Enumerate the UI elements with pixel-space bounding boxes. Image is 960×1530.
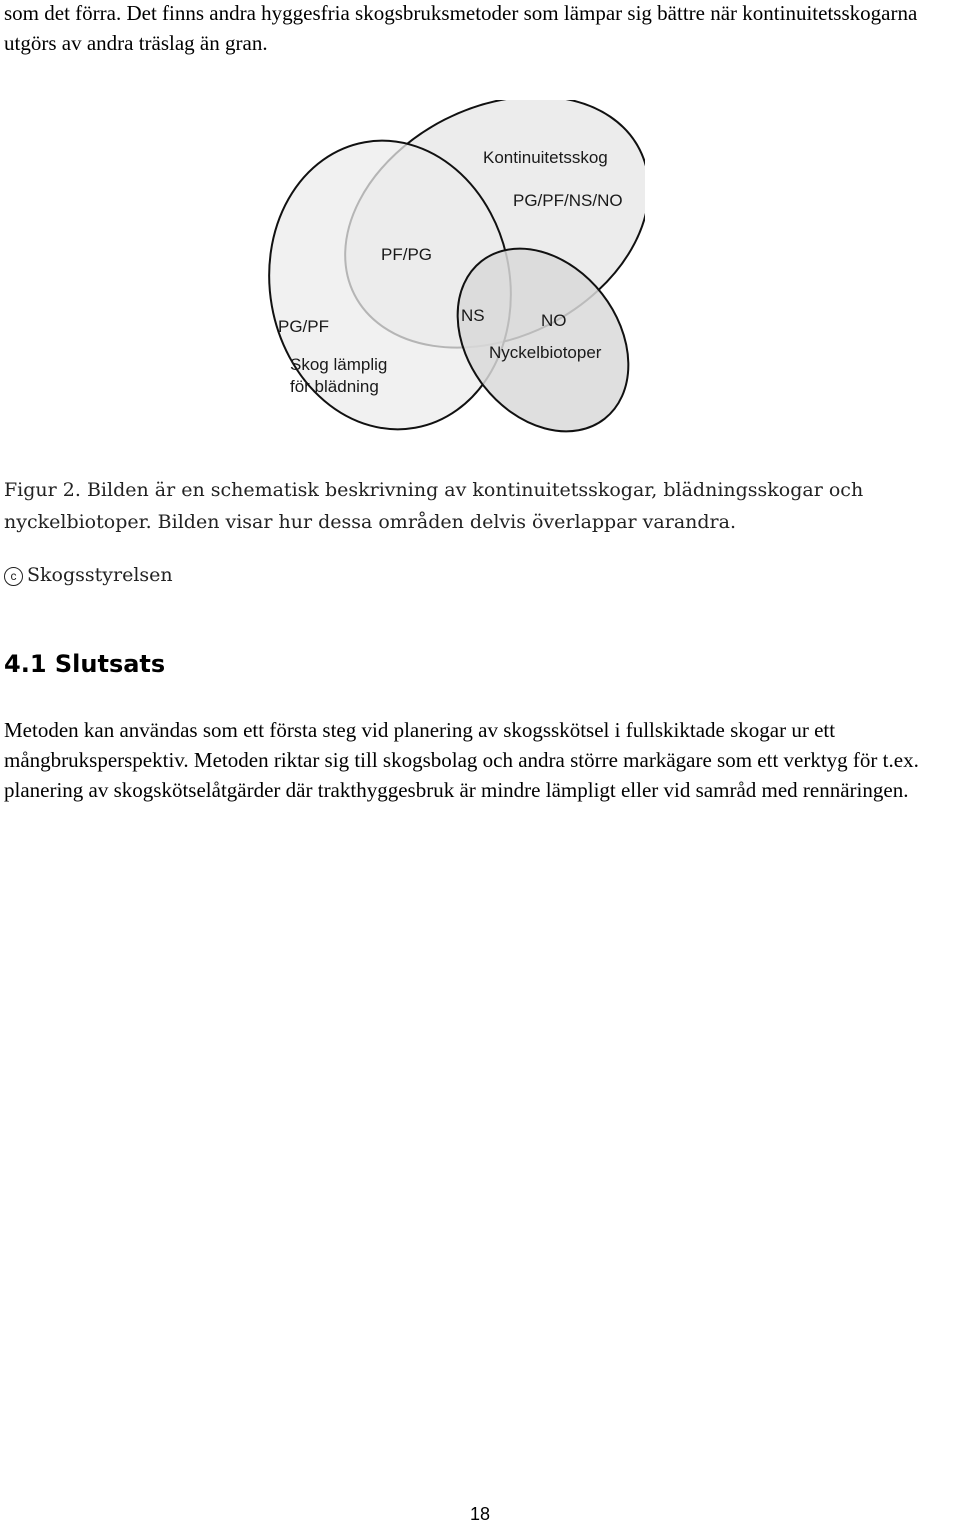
conclusion-paragraph: Metoden kan användas som ett första steg vid planering av skogsskötsel i fullskiktade skogar ur ett mångbruksperspektiv. Metoden riktar sig till skogsbolag och andra större markägare som ett verktyg för t.ex. planering av skogskötselåtgärder där trakthyggesbruk är mindre lämpligt eller vid samråd med rennäringen. (4, 718, 919, 802)
copyright-line (4, 564, 173, 586)
page-number: 18 (469, 1504, 491, 1524)
copyright-holder: Skogsstyrelsen (27, 564, 173, 586)
venn-diagram (255, 100, 645, 440)
label-nyckelbiotoper: Nyckelbiotoper (489, 343, 602, 362)
label-ns: NS (461, 306, 485, 325)
section-heading: 4.1 Slutsats (4, 650, 166, 678)
label-pg-pf-ns-no: PG/PF/NS/NO (513, 191, 623, 210)
label-pg-pf: PG/PF (278, 317, 330, 336)
label-skog-lamplig: Skog lämplig (290, 355, 388, 374)
copyright-icon: c (4, 567, 23, 586)
label-pf-pg: PF/PG (381, 245, 433, 264)
label-no: NO (541, 311, 567, 330)
label-for-bladning: för blädning (290, 377, 379, 396)
venn-diagram-figure (255, 100, 645, 440)
figure-caption: Figur 2. Bilden är en schematisk beskrivning av kontinuitetsskogar, blädningsskogar och nyckelbiotoper. Bilden visar hur dessa områden delvis överlappar varandra. (4, 479, 864, 533)
label-kontinuitetsskog: Kontinuitetsskog (483, 148, 608, 167)
intro-paragraph: som det förra. Det finns andra hyggesfria skogsbruksmetoder som lämpar sig bättre när kontinuitetsskogarna utgörs av andra träslag än gran. (4, 1, 918, 55)
